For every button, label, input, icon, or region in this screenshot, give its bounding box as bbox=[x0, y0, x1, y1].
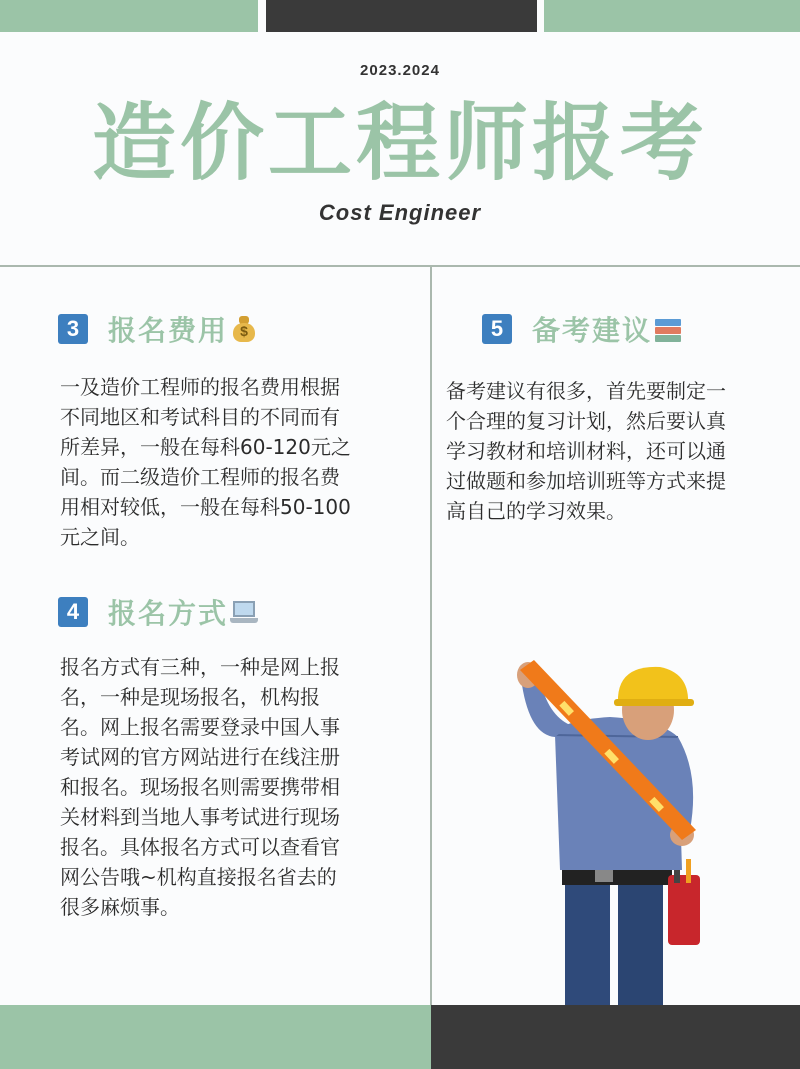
section-registration-heading bbox=[58, 592, 258, 632]
section-fees-text: 一及造价工程师的报名费用根据 不同地区和考试科目的不同而有 所差异，一般在每科60-120元之 间。而二级造价工程师的报名费 用相对较低，一般在每科50-100 元之间。 bbox=[60, 375, 351, 549]
section-title: 报名方式 bbox=[108, 597, 229, 630]
page-title: 造价工程师报考 bbox=[91, 94, 708, 192]
section-title: 备考建议 bbox=[532, 314, 653, 347]
horizontal-divider bbox=[0, 265, 800, 267]
top-bar-right bbox=[544, 0, 800, 32]
vertical-divider bbox=[430, 267, 432, 1005]
top-bar-middle bbox=[266, 0, 537, 32]
money-bag-icon: $ bbox=[230, 315, 258, 343]
section-study-heading bbox=[482, 309, 682, 349]
worker-left-leg bbox=[565, 880, 610, 1005]
worker-shirt bbox=[555, 717, 682, 870]
year-label: 2023.2024 bbox=[360, 62, 440, 79]
top-bar-left bbox=[0, 0, 258, 32]
section-title: 报名费用 bbox=[108, 314, 229, 347]
page-subtitle: Cost Engineer bbox=[318, 200, 482, 225]
books-icon bbox=[654, 315, 682, 343]
section-study-text: 备考建议有很多，首先要制定一 个合理的复习计划，然后要认真 学习教材和培训材料，还可以通 过做题和参加培训班等方式来提 高自己的学习效果。 bbox=[446, 379, 726, 523]
section-number-badge: 5 bbox=[482, 314, 512, 344]
laptop-icon bbox=[230, 598, 258, 626]
section-registration-text: 报名方式有三种，一种是网上报 名，一种是现场报名，机构报 名。网上报名需要登录中国人事 考试网的官方网站进行在线注册 和报名。现场报名则需要携带相 关材料到当地人事考试进行现场 报名。具体报名方式可以查看官 网公告哦~机构直接报名省去的 很多麻烦事。 bbox=[60, 655, 340, 919]
worker-right-leg bbox=[618, 880, 663, 1005]
section-number-badge: 4 bbox=[58, 597, 88, 627]
worker-illustration bbox=[500, 625, 760, 1005]
section-fees-heading bbox=[58, 309, 258, 349]
section-number-badge: 3 bbox=[58, 314, 88, 344]
bottom-bar-right bbox=[431, 1005, 800, 1069]
bottom-bar-left bbox=[0, 1005, 431, 1069]
tool-pouch bbox=[668, 875, 700, 945]
